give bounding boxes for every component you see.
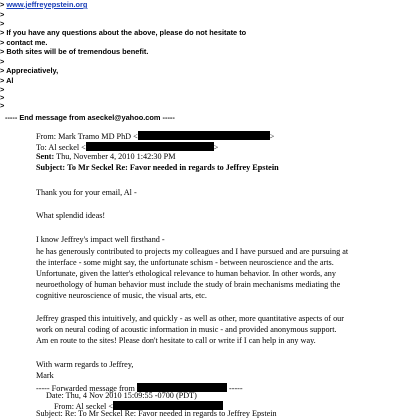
body-line: Unfortunate, given the latter's ethological relevance to human behavior. In other words, any <box>36 269 336 278</box>
quoted-line: > Both sites will be of tremendous benefit. <box>0 47 149 56</box>
forwarded-label: ----- Forwarded message from <box>36 384 135 393</box>
body-paragraph: What splendid ideas! <box>36 211 106 220</box>
body-line: work on neural coding of acoustic information in music - and provided anonymous support. <box>36 325 337 334</box>
quoted-link-line <box>0 1 87 8</box>
body-line: I know Jeffrey's impact well firsthand - <box>36 235 165 244</box>
forwarded-sender: Al seckel < <box>75 402 113 411</box>
quoted-line: > <box>0 85 5 94</box>
quoted-line: > <box>0 101 5 110</box>
quoted-line: > <box>0 19 5 28</box>
header-sent <box>36 153 176 161</box>
header-label: From: <box>36 132 57 141</box>
forwarded-date-value: Thu, 4 Nov 2010 15:09:55 -0700 (PDT) <box>65 391 197 400</box>
bracket: > <box>213 143 219 152</box>
body-line: With warm regards to Jeffrey, <box>36 360 134 369</box>
forwarded-end: ----- <box>229 384 243 393</box>
body-line: neuroethology of human behavior must include the study of brain mechanisms mediating the <box>36 280 341 289</box>
header-to <box>36 142 218 152</box>
quoted-line: > Appreciatively, <box>0 66 59 75</box>
quoted-line: > <box>0 10 5 19</box>
subject-text: To Mr Seckel Re: Favor needed in regards to Jeffrey Epstein <box>67 163 279 172</box>
header-label: Subject: <box>36 163 66 172</box>
body-line: he has generously contributed to projects my colleagues and I have pursued and are pursuing at <box>36 247 349 256</box>
header-from <box>36 131 274 141</box>
body-paragraph: Thank you for your email, Al - <box>36 188 137 197</box>
body-line: Jeffrey grasped this intuitively, and quickly - as well as other, more quantitative aspects of our <box>36 314 344 323</box>
bracket: > <box>269 132 275 141</box>
quoted-line: > contact me. <box>0 38 48 47</box>
header-label: Subject: <box>36 409 63 418</box>
website-link[interactable]: www.jeffreyepstein.org <box>6 0 88 9</box>
body-line: the interface - some might say, the unfortunate schism - between neuroscience and the arts. <box>36 258 334 267</box>
quoted-line: > <box>0 93 5 102</box>
header-label: Sent: <box>36 152 55 161</box>
body-line: Am en route to the sites! Please don't hesitate to call or write if I can help in any way. <box>36 336 316 345</box>
forwarded-subject-value: Re: To Mr Seckel Re: Favor needed in regards to Jeffrey Epstein <box>64 409 277 418</box>
recipient-name: Al seckel < <box>48 143 86 152</box>
quoted-line: > <box>0 57 5 66</box>
sender-name: Mark Tramo MD PhD < <box>58 132 138 141</box>
header-subject <box>36 164 279 172</box>
forwarded-subject <box>36 410 277 418</box>
quoted-line: > Al <box>0 76 14 85</box>
body-line: cognitive neuroscience of music, the visual arts, etc. <box>36 291 207 300</box>
redaction-bar <box>138 131 270 140</box>
header-label: To: <box>36 143 47 152</box>
header-label: From: <box>54 402 75 411</box>
signature: Mark <box>36 371 54 380</box>
header-label: Date: <box>46 391 64 400</box>
quoted-line: > If you have any questions about the above, please do not hesitate to <box>0 28 247 37</box>
end-message-line: ----- End message from aseckel@yahoo.com ----- <box>5 113 175 122</box>
forwarded-date <box>46 392 197 400</box>
quote-marker: > <box>0 0 7 9</box>
sent-date: Thu, November 4, 2010 1:42:30 PM <box>56 152 176 161</box>
redaction-bar <box>86 142 214 151</box>
